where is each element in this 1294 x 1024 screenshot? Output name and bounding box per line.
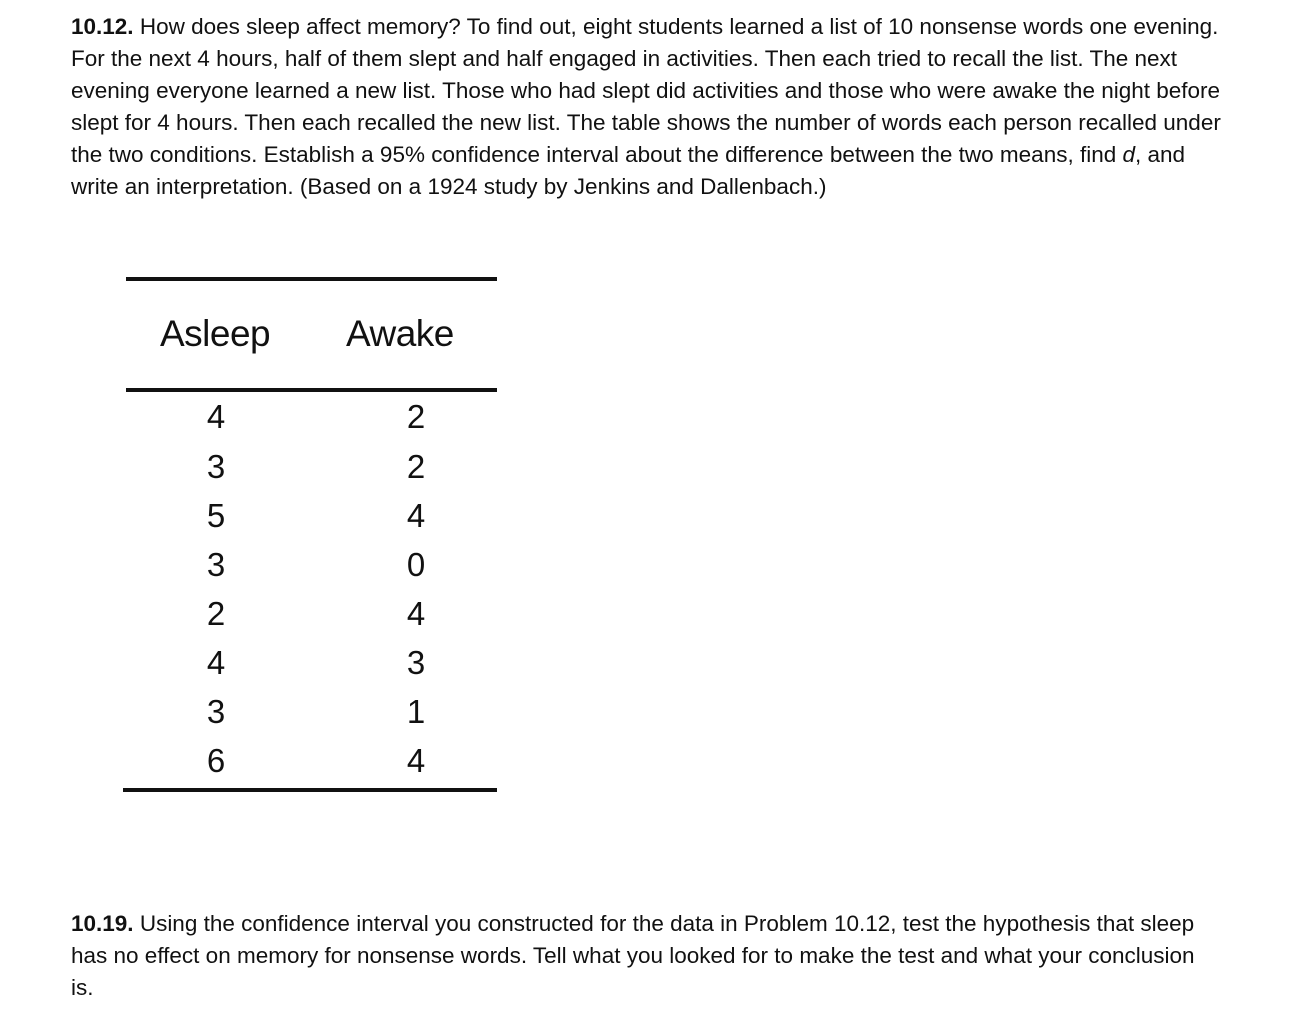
problem-number: 10.12. (71, 14, 134, 39)
table-cell: 4 (206, 644, 226, 681)
table-cell: 3 (406, 644, 426, 681)
table-cell: 0 (406, 546, 426, 583)
table-cell: 4 (406, 742, 426, 779)
problem-number: 10.19. (71, 911, 134, 936)
table-cell: 2 (406, 398, 426, 435)
problem-10-19 (71, 908, 1221, 1004)
table-cell: 1 (406, 693, 426, 730)
table-bottom-rule (123, 788, 497, 792)
table-cell: 5 (206, 497, 226, 534)
table-cell: 4 (206, 398, 226, 435)
variable-d: d (1122, 142, 1136, 167)
table-cell: 3 (206, 448, 226, 485)
table-cell: 3 (206, 546, 226, 583)
table-cell: 3 (206, 693, 226, 730)
table-top-rule (126, 277, 497, 281)
column-header-awake: Awake (346, 313, 454, 354)
problem-text-end: , and write an interpretation. (Based on a 1924 study by Jenkins and Dallenbach.) (71, 142, 1186, 199)
problem-text: How does sleep affect memory? To find out, eight students learned a list of 10 nonsense words one evening. For the next 4 hours, half of them slept and half engaged in activities. Then each tried to recall the list. The next evening everyone learned a new list. Those who had slept did activities and those who were awake the night before slept for 4 hours. Then each recalled the new list. The table shows the number of words each person recalled under the two conditions. Establish a 95% confidence interval about the difference between the two means, find (71, 14, 1221, 167)
problem-text: Using the confidence interval you constructed for the data in Problem 10.12, test the hypothesis that sleep has no effect on memory for nonsense words. Tell what you looked for to make the test and what your conclusion is. (71, 911, 1195, 1000)
table-cell: 4 (406, 497, 426, 534)
table-header-rule (126, 388, 497, 392)
table-cell: 6 (206, 742, 226, 779)
column-header-asleep: Asleep (160, 313, 271, 354)
table-cell: 2 (206, 595, 226, 632)
table-cell: 4 (406, 595, 426, 632)
table-cell: 2 (406, 448, 426, 485)
